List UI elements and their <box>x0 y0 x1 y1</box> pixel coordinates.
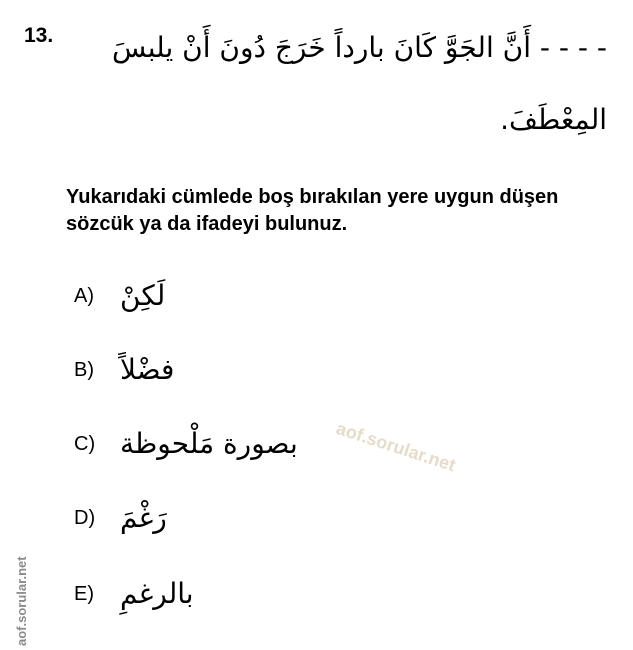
option-text: بالرغمِ <box>120 577 194 610</box>
question-number: 13. <box>24 24 54 47</box>
option-a[interactable] <box>74 272 165 320</box>
option-c[interactable] <box>74 420 298 468</box>
option-letter: A) <box>74 284 94 307</box>
option-text: فضْلاً <box>120 353 175 386</box>
option-d[interactable] <box>74 494 167 542</box>
option-text: بصورة مَلْحوظة <box>120 427 298 460</box>
option-letter: C) <box>74 432 96 455</box>
option-text: لَكِنْ <box>120 279 166 312</box>
question-instruction: Yukarıdaki cümlede boş bırakılan yere uygun düşen sözcük ya da ifadeyi bulunuz. <box>66 186 559 235</box>
question-stem-line-2: المِعْطَفَ. <box>500 103 607 136</box>
option-e[interactable] <box>74 570 194 618</box>
question-stem-line-1: - - - - أَنَّ الجَوَّ كَانَ بارداً خَرَجَ دُونَ أَنْ يلبسَ <box>112 31 607 64</box>
option-letter: D) <box>74 506 96 529</box>
option-letter: E) <box>74 582 94 605</box>
option-b[interactable] <box>74 346 174 394</box>
option-text: رَغْمَ <box>120 501 167 534</box>
option-letter: B) <box>74 358 94 381</box>
watermark-center: aof.sorular.net <box>333 418 458 476</box>
watermark-side: aof.sorular.net <box>14 556 29 646</box>
